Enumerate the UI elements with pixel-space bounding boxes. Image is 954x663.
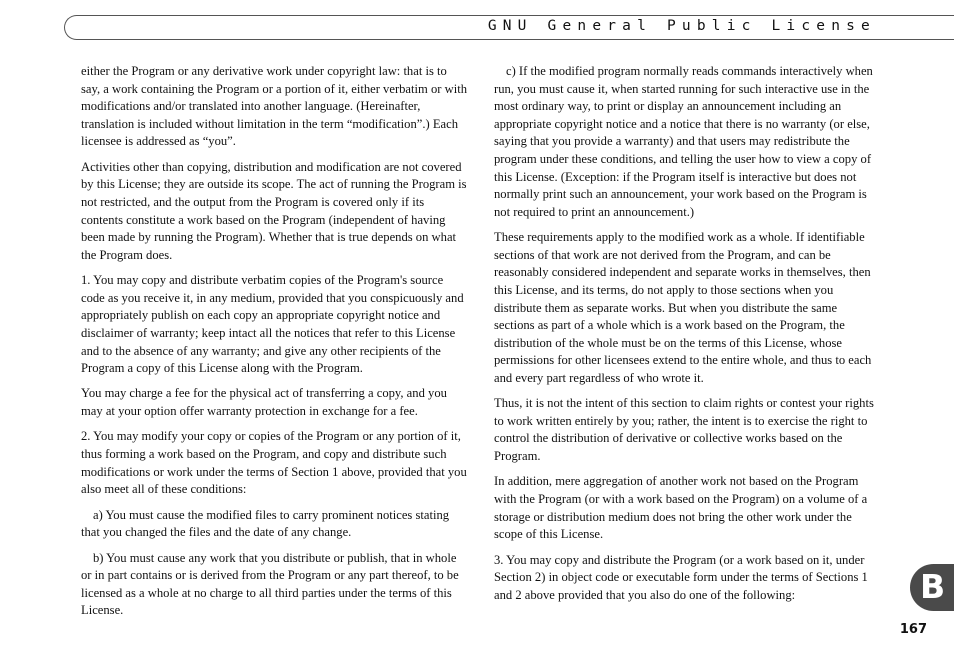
paragraph: Activities other than copying, distribution and modification are not covered by this License; they are outside its scope. The act of running the Program is not restricted, and the output from the Program is covered only if its contents constitute a work based on the Program (independent of having been made by running the Program). Whether that is true depends on what the Program does. (81, 159, 467, 262)
paragraph: 1. You may copy and distribute verbatim copies of the Program's source code as you receive it, in any medium, provided that you conspicuously and appropriately publish on each copy an appropriate copyright notice and disclaimer of warranty; keep intact all the notices that refer to this License and to the absence of any warranty; and give any other recipients of the Program a copy of this License along with the Program. (81, 273, 464, 376)
left-text-column (81, 63, 467, 628)
right-text-column (494, 63, 880, 612)
page-header-title: GNU General Public License (487, 18, 876, 34)
page-number: 167 (899, 622, 927, 637)
paragraph: c) If the modified program normally reads commands interactively when run, you must cause it, when started running for such interactive use in the most ordinary way, to print or display an announcement including an appropriate copyright notice and a notice that there is no warranty (or else, saying that you provide a warranty) and that users may redistribute the program under these conditions, and telling the user how to view a copy of this License. (Exception: if the Program itself is interactive but does not normally print such an announcement, your work based on the Program is not required to print an announcement.) (494, 64, 873, 219)
paragraph: These requirements apply to the modified work as a whole. If identifiable sections of that work are not derived from the Program, and can be reasonably considered independent and separate works in themselves, then this License, and its terms, do not apply to those sections when you distribute them as separate works. But when you distribute the same sections as part of a whole which is a work based on the Program, the distribution of the whole must be on the terms of this License, whose permissions for other licensees extend to the entire whole, and thus to each and every part regardless of who wrote it. (494, 230, 872, 385)
appendix-section-tab (910, 564, 954, 611)
paragraph: b) You must cause any work that you distribute or publish, that in whole or in part contains or is derived from the Program or any part thereof, to be licensed as a whole at no charge to all third parties under the terms of this License. (81, 550, 459, 618)
paragraph: Thus, it is not the intent of this section to claim rights or contest your rights to work written entirely by you; rather, the intent is to exercise the right to control the distribution of derivative or collective works based on the Program. (494, 396, 874, 464)
paragraph: 2. You may modify your copy or copies of the Program or any portion of it, thus forming a work based on the Program, and copy and distribute such modifications or work under the terms of Section 1 above, provided that you also meet all of these conditions: (81, 429, 467, 497)
paragraph: 3. You may copy and distribute the Program (or a work based on it, under Section 2) in object code or executable form under the terms of Sections 1 and 2 above provided that you also do one of the following: (494, 552, 868, 602)
paragraph: In addition, mere aggregation of another work not based on the Program with the Program (or with a work based on the Program) on a volume of a storage or distribution medium does not bring the other work under the scope of this License. (494, 474, 868, 542)
paragraph: a) You must cause the modified files to carry prominent notices stating that you changed the files and the date of any change. (81, 507, 450, 540)
paragraph: either the Program or any derivative work under copyright law: that is to say, a work containing the Program or a portion of it, either verbatim or with modifications and/or translated into another language. (Hereinafter, translation is included without limitation in the term “modification”.) Each licensee is addressed as “you”. (81, 64, 467, 149)
paragraph: You may charge a fee for the physical act of transferring a copy, and you may at your option offer warranty protection in exchange for a fee. (81, 386, 447, 419)
section-letter: B (920, 567, 946, 606)
